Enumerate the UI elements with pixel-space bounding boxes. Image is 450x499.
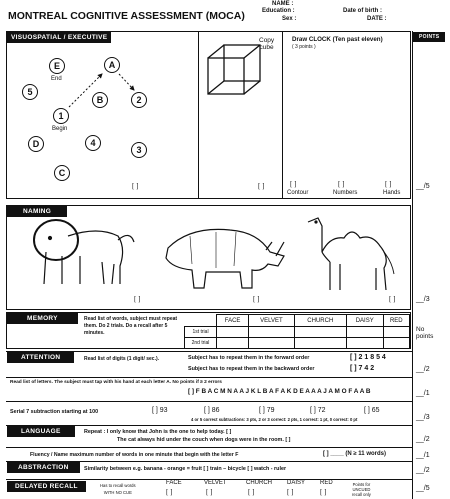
uncued-note: Points for UNCUED recall only <box>352 482 371 497</box>
memory-word: CHURCH <box>294 315 346 327</box>
memory-instruction: Read list of words, subject must repeat them. Do 2 trials. Do a recall after 5 minutes. <box>84 316 178 336</box>
recall-bracket[interactable]: [ ] <box>166 488 173 496</box>
letters-instruction: Read list of letters. The subject must tap with his hand at each letter A. No points if ≥ 2 errors <box>10 380 222 385</box>
clock-title: Draw CLOCK (Ten past eleven) <box>292 36 383 43</box>
trail-node-2[interactable]: 2 <box>131 92 147 108</box>
trail-node-b[interactable]: B <box>92 92 108 108</box>
trail-node-d[interactable]: D <box>28 136 44 152</box>
forward-digits[interactable]: [ ] 2 1 8 5 4 <box>350 354 386 361</box>
serial-item[interactable]: [ ] 72 <box>310 407 326 414</box>
memory-header: MEMORY <box>7 313 78 324</box>
visuo-divider-2 <box>282 32 283 198</box>
serial-scoring-note: 4 or 5 correct subtractions: 3 pts, 2 or 3 correct: 2 pts, 1 correct: 1 pt, 0 correct: 0 pt <box>191 417 358 422</box>
memory-word: DAISY <box>346 315 383 327</box>
camel-bracket[interactable]: [ ] <box>389 295 396 303</box>
rhino-drawing <box>150 218 290 294</box>
trail-node-1[interactable]: 1 <box>53 108 69 124</box>
visuospatial-header: VISUOSPATIAL / EXECUTIVE <box>7 32 111 43</box>
trial-cell[interactable] <box>249 327 295 338</box>
rhino-bracket[interactable]: [ ] <box>253 295 260 303</box>
naming-score: __/3 <box>416 296 430 303</box>
trail-node-4[interactable]: 4 <box>85 135 101 151</box>
education-label: Education : <box>262 8 295 14</box>
trial-cell[interactable] <box>249 338 295 349</box>
trial-2-label: 2nd trial <box>185 338 217 349</box>
recall-bracket[interactable]: [ ] <box>206 488 213 496</box>
memory-word: RED <box>383 315 409 327</box>
recall-word: FACE <box>166 480 182 486</box>
abstraction-score: __/2 <box>416 467 430 474</box>
name-label: NAME : <box>272 1 294 7</box>
points-header: POINTS <box>413 32 445 42</box>
attention-divider-2 <box>6 401 412 402</box>
points-column <box>412 31 413 499</box>
numbers-label: Numbers <box>333 190 358 196</box>
trial-cell[interactable] <box>217 338 249 349</box>
backward-instruction: Subject has to repeat them in the backward order <box>188 366 315 372</box>
trail-node-a[interactable]: A <box>104 57 120 73</box>
hands-label: Hands <box>383 190 401 196</box>
repeat-sentence-1[interactable]: Repeat : I only know that John is the one to help today. [ ] <box>84 429 232 435</box>
copy-cube-label: Copy cube <box>259 37 275 51</box>
numbers-bracket[interactable]: [ ] <box>338 180 345 188</box>
digits-instruction: Read list of digits (1 digit/ sec.). <box>84 356 160 362</box>
trail-node-3[interactable]: 3 <box>131 142 147 158</box>
language-divider <box>6 447 412 448</box>
visuo-score: __/5 <box>416 183 430 190</box>
letter-sequence[interactable]: [ ] F B A C M N A A J K L B A F A K D E A A A J A M O F A A B <box>188 388 371 395</box>
end-label: End <box>51 76 62 82</box>
contour-label: Contour <box>287 190 309 196</box>
clock-points: ( 3 points ) <box>292 44 316 50</box>
fluency-box[interactable]: [ ] ____ (N ≥ 11 words) <box>323 451 386 457</box>
trail-node-e[interactable]: E <box>49 58 65 74</box>
trail-arrows <box>0 0 200 200</box>
trial-cell[interactable] <box>217 327 249 338</box>
recall-bracket[interactable]: [ ] <box>248 488 255 496</box>
contour-bracket[interactable]: [ ] <box>290 180 297 188</box>
repeat-score: __/2 <box>416 436 430 443</box>
recall-word: DAISY <box>287 480 306 486</box>
serial-item[interactable]: [ ] 65 <box>364 407 380 414</box>
repeat-sentence-2[interactable]: The cat always hid under the couch when dogs were in the room. [ ] <box>117 437 291 443</box>
recall-bracket[interactable]: [ ] <box>287 488 294 496</box>
delayed-score: __/5 <box>416 485 430 492</box>
memory-word: FACE <box>217 315 249 327</box>
recall-word: VELVET <box>204 480 227 486</box>
lion-drawing <box>18 212 138 292</box>
camel-drawing <box>300 212 400 294</box>
serial-item[interactable]: [ ] 79 <box>259 407 275 414</box>
memory-corner <box>185 315 217 327</box>
trail-node-c[interactable]: C <box>54 165 70 181</box>
memory-word: VELVET <box>249 315 295 327</box>
lion-bracket[interactable]: [ ] <box>134 295 141 303</box>
test-title: MONTREAL COGNITIVE ASSESSMENT (MOCA) <box>8 10 245 22</box>
hands-bracket[interactable]: [ ] <box>385 180 392 188</box>
serial-score: __/3 <box>416 414 430 421</box>
dob-label: Date of birth : <box>343 8 382 14</box>
recall-word: RED <box>320 480 333 486</box>
trial-cell[interactable] <box>346 338 383 349</box>
backward-digits[interactable]: [ ] 7 4 2 <box>350 365 375 372</box>
memory-table <box>184 314 410 349</box>
begin-label: Begin <box>52 126 68 132</box>
language-header: LANGUAGE <box>7 426 75 437</box>
trail-score-bracket[interactable]: [ ] <box>132 182 139 190</box>
fluency-instruction: Fluency / Name maximum number of words in one minute that begin with the letter F <box>30 452 239 458</box>
digits-score: __/2 <box>416 366 430 373</box>
cube-bracket[interactable]: [ ] <box>258 182 265 190</box>
trial-cell[interactable] <box>383 327 409 338</box>
recall-word: CHURCH <box>246 480 272 486</box>
serial-item[interactable]: [ ] 86 <box>204 407 220 414</box>
trial-cell[interactable] <box>383 338 409 349</box>
recall-bracket[interactable]: [ ] <box>320 488 327 496</box>
naming-header: NAMING <box>7 206 67 217</box>
date-label: DATE : <box>367 16 387 22</box>
trial-cell[interactable] <box>294 327 346 338</box>
serial-instruction: Serial 7 subtraction starting at 100 <box>10 409 99 415</box>
delayed-recall-header: DELAYED RECALL <box>7 481 86 492</box>
attention-header: ATTENTION <box>7 352 74 363</box>
delayed-instruction: Has to recall words WITH NO CUE <box>100 483 136 495</box>
fluency-score: __/1 <box>416 452 430 459</box>
trial-1-label: 1st trial <box>185 327 217 338</box>
cube-drawing <box>205 42 265 100</box>
forward-instruction: Subject has to repeat them in the forward order <box>188 355 310 361</box>
memory-score: No points <box>416 326 434 340</box>
trial-cell[interactable] <box>294 338 346 349</box>
trial-cell[interactable] <box>346 327 383 338</box>
abstraction-text[interactable]: Similarity between e.g. banana - orange = fruit [ ] train – bicycle [ ] watch - ruler <box>84 466 287 472</box>
attention-divider-1 <box>6 377 412 378</box>
abstraction-header: ABSTRACTION <box>7 462 80 473</box>
letters-score: __/1 <box>416 390 430 397</box>
sex-label: Sex : <box>282 16 297 22</box>
serial-item[interactable]: [ ] 93 <box>152 407 168 414</box>
trail-node-5[interactable]: 5 <box>22 84 38 100</box>
